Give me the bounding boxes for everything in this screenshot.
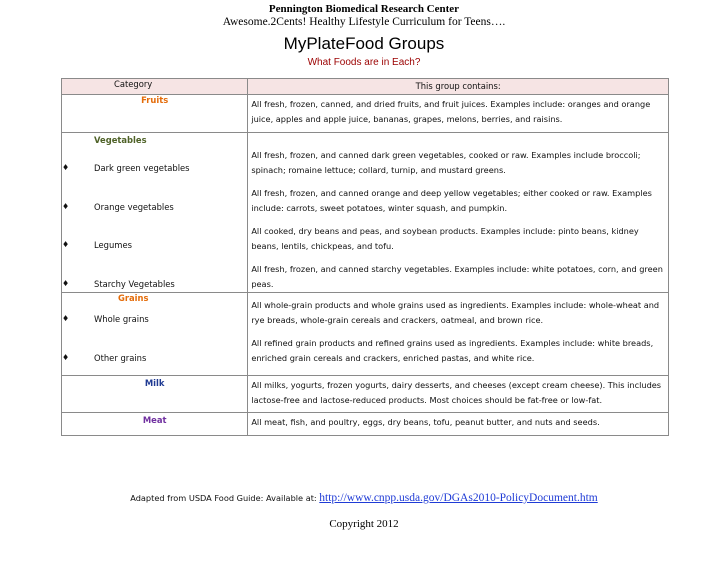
contents-cell-milk — [248, 376, 669, 413]
bullet-icon: ♦ — [62, 353, 70, 362]
subcategory-legumes: Legumes — [94, 240, 132, 250]
source-attribution — [0, 492, 728, 504]
bullet-icon: ♦ — [62, 314, 70, 323]
contents-text-fruits: All fresh, frozen, canned, and dried fruits, and fruit juices. Examples include: oranges and orange juice, apples and apple juice, bananas, grapes, melons, berries, and raisins. — [251, 99, 651, 124]
subcategory-other-grains: Other grains — [94, 353, 147, 363]
page-title: MyPlateFood Groups — [283, 34, 445, 53]
contents-text-meat: All meat, fish, and poultry, eggs, dry beans, tofu, peanut butter, and nuts and seeds. — [251, 417, 600, 427]
table-row-milk — [62, 376, 669, 413]
column-header-category: Category — [62, 79, 248, 95]
bullet-icon: ♦ — [62, 240, 70, 249]
subcategory-dark-green-vegetables: Dark green vegetables — [94, 163, 190, 173]
category-label-grains: Grains — [118, 293, 149, 303]
contents-cell-fruits — [248, 95, 669, 133]
organization-name: Pennington Biomedical Research Center — [268, 3, 460, 15]
category-label-vegetables: Vegetables — [94, 135, 147, 145]
table-row-grains — [62, 293, 669, 376]
contents-text-orange-vegetables: All fresh, frozen, and canned orange and deep yellow vegetables; either cooked or raw. Examples include: carrots, sweet potatoes, winter squash, and pumpkin. — [251, 188, 652, 213]
category-cell-fruits — [62, 95, 248, 133]
curriculum-name: Awesome.2Cents! Healthy Lifestyle Curriculum for Teens…. — [222, 16, 506, 28]
table-header-row — [62, 79, 669, 95]
category-cell-meat — [62, 413, 248, 436]
copyright-notice: Copyright 2012 — [329, 518, 399, 530]
bullet-icon: ♦ — [62, 202, 70, 211]
contents-cell-vegetables — [248, 133, 669, 293]
table-row-vegetables — [62, 133, 669, 293]
contents-text-whole-grains: All whole-grain products and whole grains used as ingredients. Examples include: whole-wheat and rye breads, whole-grain cereals and crackers, oatmeal, and brown rice. — [251, 300, 660, 325]
contents-text-other-grains: All refined grain products and refined grains used as ingredients. Examples include: white breads, enriched grain cereals and crackers, enriched pastas, and white rice. — [251, 338, 654, 363]
subcategory-starchy-vegetables: Starchy Vegetables — [94, 279, 175, 289]
category-cell-grains — [62, 293, 248, 376]
bullet-icon: ♦ — [62, 279, 70, 288]
column-header-contents: This group contains: — [248, 79, 669, 95]
contents-cell-meat — [248, 413, 669, 436]
contents-cell-grains — [248, 293, 669, 376]
category-cell-milk — [62, 376, 248, 413]
page-subtitle: What Foods are in Each? — [307, 57, 421, 68]
source-prefix: Adapted from USDA Food Guide: Available at: — [130, 493, 317, 503]
contents-text-milk: All milks, yogurts, frozen yogurts, dairy desserts, and cheeses (except cream cheese). This includes lactose-free and lactose-reduced products. Most choices should be fat-free or low-fat. — [251, 380, 662, 405]
category-cell-vegetables — [62, 133, 248, 293]
contents-text-dark-green-vegetables: All fresh, frozen, and canned dark green vegetables, cooked or raw. Examples include broccoli; spinach; romaine lettuce; collard, turnip, and mustard greens. — [251, 150, 641, 175]
food-groups-table — [61, 78, 669, 436]
contents-text-legumes: All cooked, dry beans and peas, and soybean products. Examples include: pinto beans, kidney beans, lentils, chickpeas, and tofu. — [251, 226, 639, 251]
source-link[interactable]: http://www.cnpp.usda.gov/DGAs2010-PolicyDocument.htm — [319, 492, 598, 504]
category-label-milk: Milk — [144, 378, 165, 388]
table-row-fruits — [62, 95, 669, 133]
bullet-icon: ♦ — [62, 163, 70, 172]
category-label-fruits: Fruits — [141, 95, 169, 105]
subcategory-whole-grains: Whole grains — [94, 314, 149, 324]
contents-text-starchy-vegetables: All fresh, frozen, and canned starchy vegetables. Examples include: white potatoes, corn, and green peas. — [251, 264, 663, 289]
subcategory-orange-vegetables: Orange vegetables — [94, 202, 174, 212]
category-label-meat: Meat — [142, 415, 167, 425]
table-row-meat — [62, 413, 669, 436]
